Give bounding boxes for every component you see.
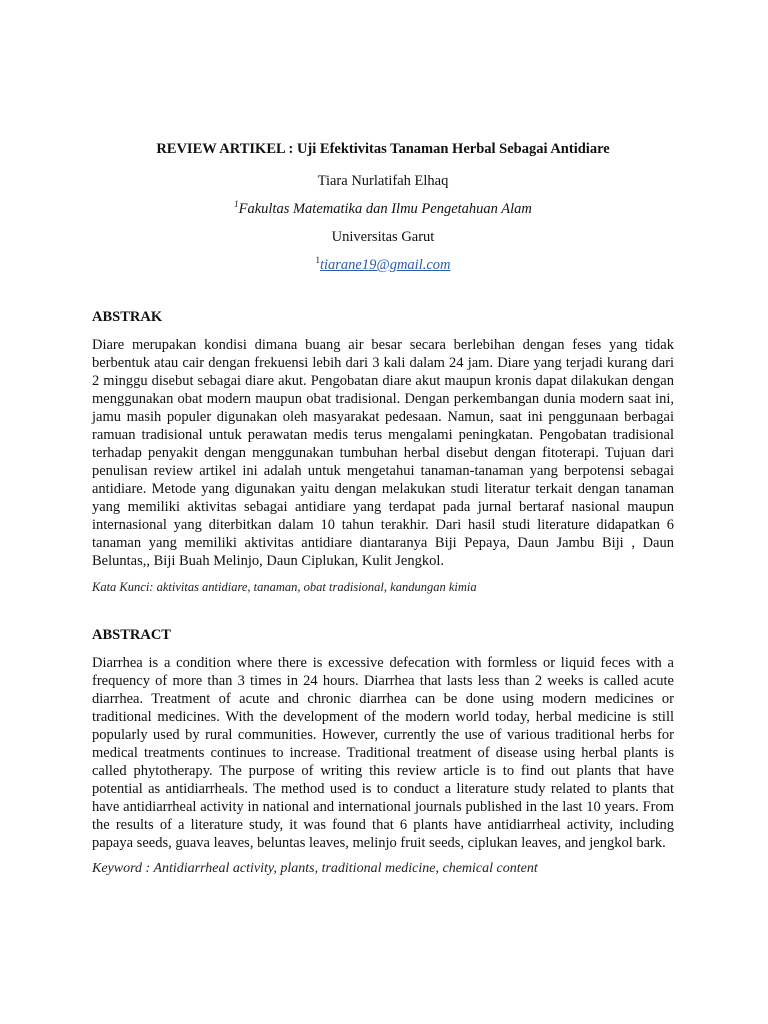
abstract-section <box>92 626 674 878</box>
abstrak-section <box>92 308 674 596</box>
paper-title: REVIEW ARTIKEL : Uji Efektivitas Tanaman Herbal Sebagai Antidiare <box>156 141 610 157</box>
paper-header <box>92 140 674 274</box>
abstrak-body: Diare merupakan kondisi dimana buang air besar secara berlebihan dengan feses yang tidak berbentuk atau cair dengan frekuensi lebih dari 3 kali dalam 24 jam. Diare yang terjadi kurang dari 2 minggu disebut sebagai diare akut. Pengobatan diare akut maupun kronis dapat dilakukan dengan menggunakan obat modern maupun obat tradisional. Dengan perkembangan dunia modern saat ini, jamu masih populer digunakan oleh masyarakat pedesaan. Namun, saat ini penggunaan berbagai ramuan tradisional untuk perawatan medis terus mengalami peningkatan. Pengobatan tradisional terhadap penyakit dengan menggunakan tumbuhan herbal disebut dengan fitoterapi. Tujuan dari penulisan review artikel ini adalah untuk mengetahui tanaman-tanaman yang berpotensi sebagai antidiare. Metode yang digunakan yaitu dengan melakukan studi literatur terkait dengan tanaman yang memiliki aktivitas sebagai antidiare yang terdapat pada jurnal bertaraf nasional maupun internasional yang diterbitkan dalam 10 tahun terakhir. Dari hasil studi literature didapatkan 6 tanaman yang memiliki aktivitas antidiare diantaranya Biji Pepaya, Daun Jambu Biji , Daun Beluntas,, Biji Buah Melinjo, Daun Ciplukan, Kulit Jengkol. <box>92 337 674 569</box>
university: Universitas Garut <box>331 229 435 245</box>
abstract-keywords: Keyword : Antidiarrheal activity, plants, traditional medicine, chemical content <box>92 861 538 876</box>
abstrak-keywords: Kata Kunci: aktivitas antidiare, tanaman, obat tradisional, kandungan kimia <box>92 580 477 594</box>
email-line <box>92 256 674 274</box>
abstract-body: Diarrhea is a condition where there is excessive defecation with formless or liquid feces with a frequency of more than 3 times in 24 hours. Diarrhea that lasts less than 2 weeks is called acute diarrhea. Treatment of acute and chronic diarrhea can be done using modern medicines or traditional medicines. With the development of the modern world today, herbal medicine is still popularly used by rural communities. However, currently the use of various traditional herbs for medical treatments continues to increase. Traditional treatment of disease using herbal plants is called phytotherapy. The purpose of writing this review article is to find out plants that have potential as antidiarrheals. The method used is to conduct a literature study related to plants that have antidiarrheal activity in national and international journals published in the last 10 years. From the results of a literature study, it was found that 6 plants have antidiarrheal activity, including papaya seeds, guava leaves, beluntas leaves, melinjo fruit seeds, ciplukan leaves, and jengkol bark. <box>92 655 674 851</box>
affiliation <box>92 200 674 218</box>
paper-page <box>92 140 674 878</box>
author-name: Tiara Nurlatifah Elhaq <box>317 173 449 189</box>
abstrak-heading: ABSTRAK <box>92 309 163 325</box>
email-link[interactable]: tiarane19@gmail.com <box>319 257 451 273</box>
abstract-heading: ABSTRACT <box>92 627 171 643</box>
affiliation-superscript: 1 <box>234 199 239 210</box>
affiliation-text: Fakultas Matematika dan Ilmu Pengetahuan Alam <box>238 201 532 217</box>
email-superscript: 1 <box>315 255 320 266</box>
